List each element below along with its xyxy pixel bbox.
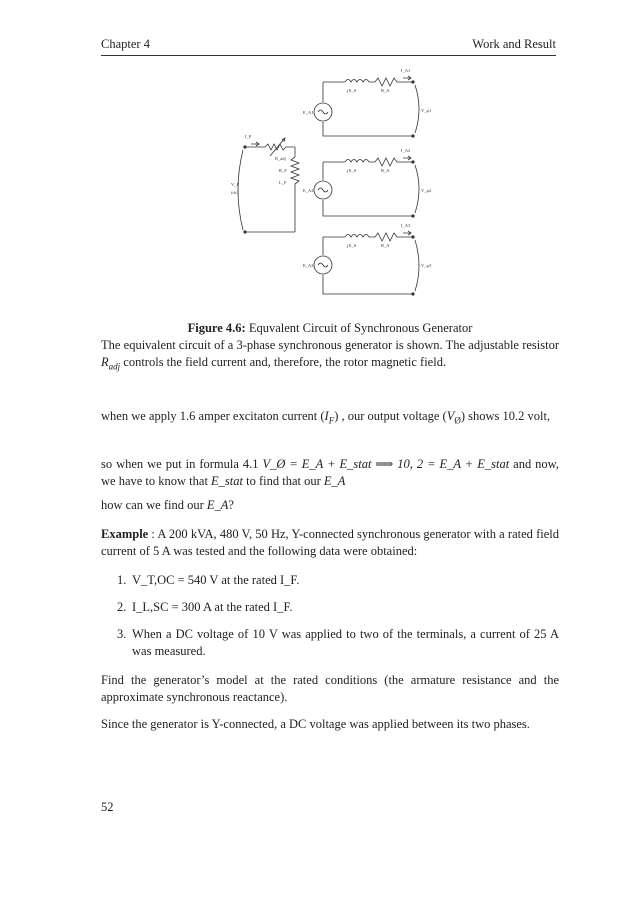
list-item-number: 3. — [117, 627, 127, 641]
ra-resistor — [369, 233, 413, 241]
caption-radj-sub: adj — [108, 361, 121, 372]
para1-text-1: when we apply 1.6 amper excitaton current ( — [101, 409, 325, 423]
phase-1 — [303, 68, 431, 137]
jxs-inductor — [345, 80, 369, 83]
label-ia2: I_A2 — [401, 148, 411, 153]
para2-estat: E_stat — [211, 474, 243, 488]
label-jxs2: jX_S — [347, 168, 357, 173]
para2-equation: V_Ø = E_A + E_stat ⟹ 10, 2 = E_A + E_stat — [262, 457, 510, 471]
caption-text-2: controls the field current and, therefore, the rotor magnetic field. — [120, 355, 447, 369]
vphi3-arc — [415, 240, 419, 291]
radj-resistor — [265, 144, 295, 150]
jxs-inductor — [345, 160, 369, 163]
ra-resistor — [369, 78, 413, 86]
running-header — [101, 37, 556, 52]
label-jxs1: jX_S — [347, 88, 357, 93]
para2-text-1: so when we put in formula 4.1 — [101, 457, 263, 471]
header-section: Work and Result — [472, 37, 556, 51]
label-ra1: R_A — [381, 88, 390, 93]
para2-ea: E_A — [323, 474, 346, 488]
header-rule — [101, 55, 556, 56]
label-ra2: R_A — [381, 168, 390, 173]
list-item — [101, 599, 559, 616]
phase-2 — [303, 148, 431, 217]
caption-title: Equvalent Circuit of Synchronous Generator — [248, 321, 473, 335]
paragraph-y-connected: Since the generator is Y-connected, a DC voltage was applied between its two phases. — [101, 717, 530, 731]
example-paragraph — [101, 526, 559, 560]
label-dc: (dc) — [231, 190, 239, 195]
ra-resistor — [369, 158, 413, 166]
para1-text-2: ) , our output voltage ( — [334, 409, 447, 423]
rf-resistor — [291, 157, 299, 187]
paragraph-excitation: when we apply 1.6 amper excitaton current $(I_F)$ , our output voltage $(V_Ø)$ shows 10.2 volt, — [101, 409, 551, 426]
label-jxs3: jX_S — [347, 243, 357, 248]
figure-caption-block — [101, 320, 559, 376]
paragraph-formula — [101, 456, 559, 490]
caption-label: Figure 4.6: — [187, 321, 246, 335]
para3-ea: E_A — [206, 498, 229, 512]
label-ea3: E_A3 — [303, 263, 314, 268]
paragraph-find-model: Find the generator’s model at the rated conditions (the armature resistance and the approximate synchronous reactance). — [101, 673, 559, 704]
jxs-inductor — [345, 235, 369, 238]
list-item-number: 1. — [117, 573, 127, 587]
caption-radj: R — [101, 355, 109, 369]
label-if: I_F — [245, 134, 252, 139]
list-item-text: When a DC voltage of 10 V was applied to two of the terminals, a current of 25 A was measured. — [132, 627, 559, 658]
para2-text-3: to find that our — [243, 474, 324, 488]
circuit-diagram — [225, 62, 440, 307]
page-number: 52 — [101, 800, 114, 814]
list-item — [101, 626, 559, 660]
vphi1-arc — [415, 85, 419, 133]
list-item — [101, 572, 559, 589]
label-rf: R_F — [279, 168, 287, 173]
label-ra3: R_A — [381, 243, 390, 248]
figure-caption — [101, 320, 559, 337]
header-chapter: Chapter 4 — [101, 37, 150, 51]
example-label: Example — [101, 527, 149, 541]
paragraph-question — [101, 497, 559, 514]
list-item-number: 2. — [117, 600, 127, 614]
list-item-text: I_L,SC = 300 A at the rated I_F. — [132, 600, 293, 614]
vphi2-arc — [415, 165, 419, 213]
caption-text-1: The equivalent circuit of a 3-phase synchronous generator is shown. The adjustable resistor — [101, 338, 559, 352]
label-vphi2: V_φ2 — [421, 188, 432, 193]
if-arrow — [251, 142, 259, 146]
label-ea2: E_A2 — [303, 188, 314, 193]
phase-3 — [303, 223, 432, 295]
field-circuit — [231, 134, 299, 233]
label-vphi1: V_φ1 — [421, 108, 432, 113]
list-item-text: V_T,OC = 540 V at the rated I_F. — [132, 573, 300, 587]
para1-if-sub: F — [328, 415, 335, 426]
label-ea1: E_A1 — [303, 110, 314, 115]
para3-text-1: how can we find our — [101, 498, 207, 512]
example-text: : A 200 kVA, 480 V, 50 Hz, Y-connected synchronous generator with a rated field current of 5 A was tested and the following data were obtained: — [101, 527, 559, 558]
caption-description — [101, 337, 559, 376]
circuit-figure — [225, 62, 440, 307]
label-lf: L_F — [279, 180, 287, 185]
label-ia1: I_A1 — [401, 68, 411, 73]
label-vf: V_F — [231, 182, 240, 187]
data-list — [101, 572, 559, 660]
para1-text-3: ) shows 10.2 volt, — [460, 409, 551, 423]
label-ia3: I_A3 — [401, 223, 411, 228]
para3-text-2: ? — [228, 498, 234, 512]
para2-text-2: and now, we have to know that — [101, 457, 560, 488]
label-vphi3: V_φ3 — [421, 263, 432, 268]
para1-v-sub: Ø — [454, 415, 461, 426]
vf-arc — [238, 150, 243, 230]
label-radj: R_adj — [275, 156, 286, 161]
